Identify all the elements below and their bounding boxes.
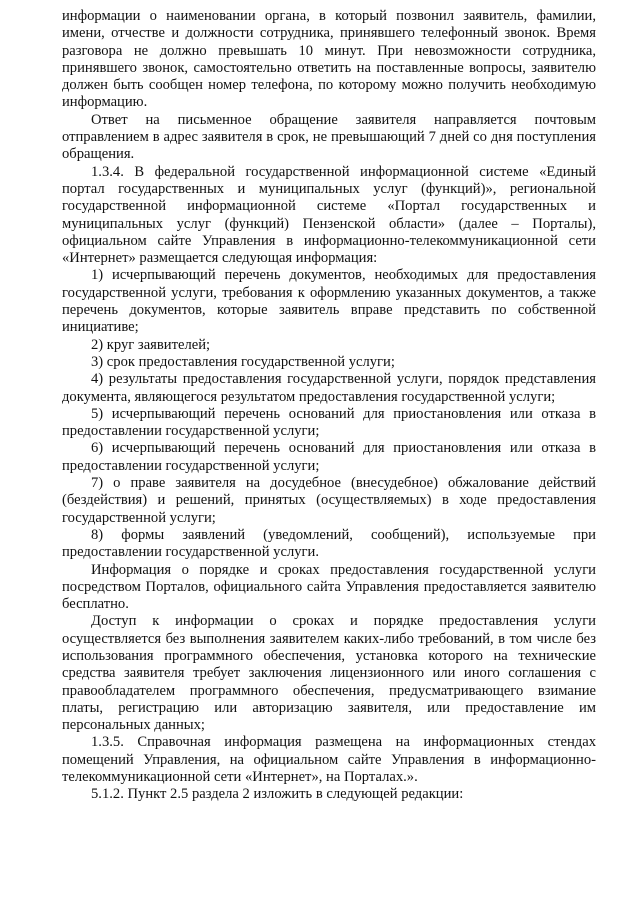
list-item-1: 1) исчерпывающий перечень документов, необходимых для предоставления государственной услуги, требования к оформлению указанных документов, а также перечень документов, которые заявитель вправе представить по собственной инициативе;: [62, 267, 596, 336]
paragraph-written-reply: Ответ на письменное обращение заявителя направляется почтовым отправлением в адрес заявителя в срок, не превышающий 7 дней со дня поступления обращения.: [62, 111, 596, 163]
list-item-8: 8) формы заявлений (уведомлений, сообщений), используемые при предоставлении государственной услуги.: [62, 526, 596, 561]
paragraph-5-1-2: 5.1.2. Пункт 2.5 раздела 2 изложить в следующей редакции:: [91, 786, 464, 803]
list-item-3: 3) срок предоставления государственной услуги;: [91, 353, 395, 370]
paragraph-1-3-5: 1.3.5. Справочная информация размещена на информационных стендах помещений Управления, на официальном сайте Управления в информационно-телекоммуникационной сети «Интернет», на Порталах.».: [62, 734, 596, 786]
list-item-5: 5) исчерпывающий перечень оснований для приостановления или отказа в предоставлении государственной услуги;: [62, 405, 596, 440]
paragraph-phone-info-continuation: информации о наименовании органа, в который позвонил заявитель, фамилии, имени, отчестве и должности сотрудника, принявшего телефонный звонок. Время разговора не должно превышать 10 минут. При невозможности сотрудника, принявшего звонок, самостоятельно ответить на поставленные вопросы, заявителю должен быть сообщен номер телефона, по которому можно получить необходимую информацию.: [62, 8, 596, 111]
list-item-4: 4) результаты предоставления государственной услуги, порядок представления документа, являющегося результатом предоставления государственной услуги;: [62, 371, 596, 405]
list-item-7: 7) о праве заявителя на досудебное (внесудебное) обжалование действий (бездействия) и решений, принятых (осуществляемых) в ходе предоставления государственной услуги;: [62, 475, 596, 526]
paragraph-access-conditions: Доступ к информации о сроках и порядке предоставления услуги осуществляется без выполнения заявителем каких-либо требований, в том числе без использования программного обеспечения, установка которого на технические средства заявителя требует заключения лицензионного или иного соглашения с правообладателем программного обеспечения, предусматривающего взимание платы, регистрацию или авторизацию заявителя, или предоставление им персональных данных;: [62, 613, 596, 734]
list-item-6: 6) исчерпывающий перечень оснований для приостановления или отказа в предоставлении государственной услуги;: [62, 440, 596, 474]
paragraph-free-of-charge: Информация о порядке и сроках предоставления государственной услуги посредством Порталов, официального сайта Управления предоставляется заявителю бесплатно.: [62, 561, 596, 613]
paragraph-1-3-4: 1.3.4. В федеральной государственной информационной системе «Единый портал государственных и муниципальных услуг (функций)», региональной государственной информационной системе «Портал государственных и муниципальных услуг (функций) Пензенской области» (далее – Порталы), официальном сайте Управления в информационно-телекоммуникационной сети «Интернет» размещается следующая информация:: [62, 163, 596, 267]
list-item-2: 2) круг заявителей;: [91, 336, 211, 353]
document-page: [62, 8, 596, 804]
